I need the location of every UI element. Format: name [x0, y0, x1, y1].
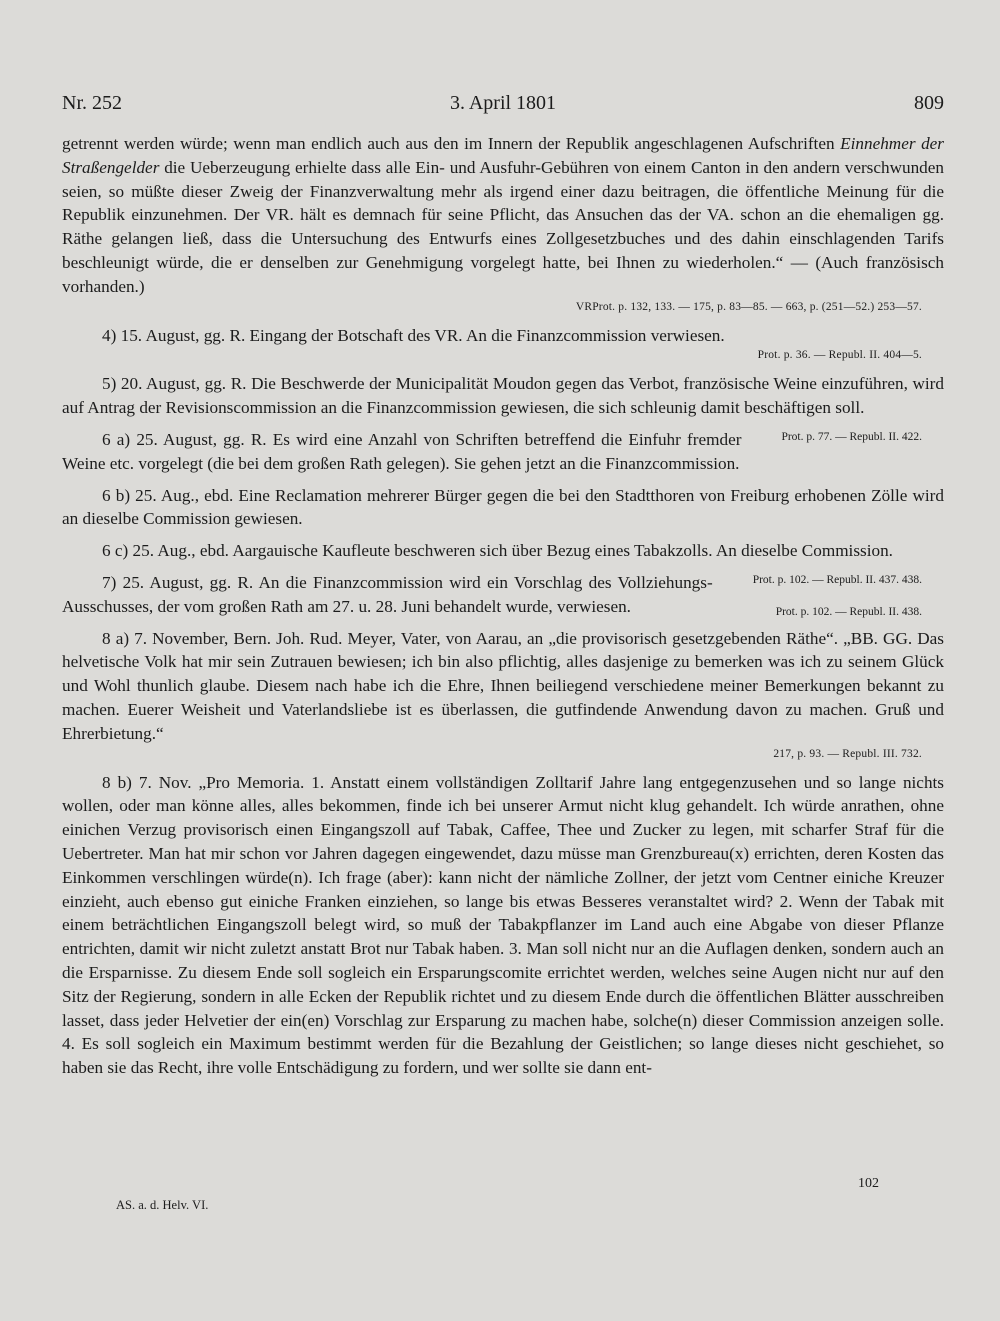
entry-6b: 6 b) 25. Aug., ebd. Eine Reclamation mehrerer Bürger gegen die bei den Stadtthoren von Freiburg erhobenen Zölle wird an dieselbe Commission gewiesen. — [62, 485, 944, 529]
intro-reference: VRProt. p. 132, 133. — 175, p. 83—85. — 663, p. (251—52.) 253—57. — [575, 300, 922, 313]
entry-5-reference: Prot. p. 77. — Republ. II. 422. — [781, 430, 922, 443]
document-number: Nr. 252 — [62, 92, 122, 114]
entry-6a: 6 a) 25. August, gg. R. Es wird eine Anzahl von Schriften betreffend die Einfuhr fremder Weine etc. vorgelegt (die bei dem großen Rath gelegen). Sie gehen jetzt an die Finanzcommission. — [62, 429, 742, 473]
intro-text-part2: die Ueberzeugung erhielte dass alle Ein- und Ausfuhr-Gebühren von einem Canton in den andern verschwunden seien, so müßte dieser Zweig der Finanzverwaltung mehr als irgend einer dazu beitragen, die öffentliche Meinung für die Republik einzunehmen. Der VR. hält es demnach für seine Pflicht, das Ansuchen das der VA. schon an die ehemaligen gg. Räthe gelangen ließ, dass die Untersuchung des Entwurfs eines Zollgesetzbuches und des dahin einschlagenden Tarifs beschleunigt würde, die er denselben zur Genehmigung vorgelegt hatte, bei Ihnen zu wiederholen.“ — (Auch französisch vorhanden.) — [62, 157, 944, 296]
document-date: 3. April 1801 — [449, 92, 557, 114]
entry-8a-reference: 217, p. 93. — Republ. III. 732. — [773, 747, 922, 760]
entry-6c-text: 6 c) 25. Aug., ebd. Aargauische Kaufleute beschweren sich über Bezug eines Tabakzolls. An dieselbe Commission. — [102, 541, 893, 561]
entry-8a: 8 a) 7. November, Bern. Joh. Rud. Meyer, Vater, von Aarau, an „die provisorisch gesetzgebenden Räthe“. „BB. GG. Das helvetische Volk hat mir sein Zutrauen bewiesen; ich bin also pflichtig, alles dasjenige zu bemerken was ich zu seinem Glück und Wohl thunlich glaube. Diesem nach habe ich die Ehre, Ihnen beiliegend verschiedene meiner Bemerkungen bekannt zu machen. Euerer Weisheit und Vaterlandsliebe ist es überlassen, die gutfindende Anwendung davon zu machen. Gruß und Ehrerbietung.“ — [62, 628, 944, 743]
entry-5 — [62, 372, 944, 443]
entry-6c-reference: Prot. p. 102. — Republ. II. 437. 438. — [752, 573, 922, 586]
page-header — [62, 92, 944, 122]
footer-source: AS. a. d. Helv. VI. — [116, 1198, 209, 1212]
entry-7-reference: Prot. p. 102. — Republ. II. 438. — [775, 605, 922, 618]
entry-6c — [62, 539, 944, 586]
signature-mark: 102 — [858, 1176, 879, 1191]
entry-5-text: 5) 20. August, gg. R. Die Beschwerde der Municipalität Moudon gegen das Verbot, französische Weine einzuführen, wird auf Antrag der Revisionscommission an die Finanzcommission gewiesen, die sich schleunig damit beschäftigen soll. — [62, 374, 944, 418]
page-body — [62, 132, 944, 1080]
intro-italic-phrase: Einnehmer der Straßengelder — [62, 134, 944, 177]
intro-paragraph — [62, 132, 944, 299]
entry-8b: 8 b) 7. Nov. „Pro Memoria. 1. Anstatt einem vollständigen Zolltarif Jahre lang entgegenzusehen und so lange nichts wollen, oder man könne alles, alles bekommen, finde ich bei unserer Armut nicht klug gehandelt. Ich würde anrathen, ohne einichen Verzug provisorisch einen Eingangszoll auf Tabak, Caffee, Thee und Zucker zu legen, mit scharfer Straf für die Uebertreter. Man hat mir schon vor Jahren dagegen eingewendet, dazu müsse man Grenzbureau(x) errichten, deren Kosten das Einkommen verschlingen würde(n). Ich frage (aber): kann nicht der nämliche Zollner, der jetzt vom Centner einiche Kreuzer einzieht, auch ebenso gut einiche Franken einziehen, so lange bis etwas Besseres veranstaltet wird? 2. Wenn der Tabak mit einem beträchtlichen Eingangszoll belegt wird, so muß der Tabakpflanzer im Land auch eine Abgabe von dieser Pflanze entrichten, damit wir nicht zuletzt anstatt Brot nur Tabak haben. 3. Man soll nicht nur an die Auflagen denken, sondern auch an die Ersparnisse. Zu diesem Ende soll sogleich ein Ersparungscomite errichtet werden, welches seine Augen nicht nur auf den Sitz der Regierung, sondern in alle Ecken der Republik richtet und zu diesem Ende durch die öffentlichen Blätter ausschreiben lasset, dass jeder Helvetier der ein(en) Vorschlag zur Ersparung zu machen habe, solche(n) dieser Commission anzeigen solle. 4. Es soll sogleich ein Maximum bestimmt werden für die Bezahlung der Geistlichen; so lange dieses nicht geschiehet, so haben sie das Recht, ihre volle Entschädigung zu fordern, und wer sollte sie dann ent- — [62, 772, 944, 1078]
entry-7-text: 7) 25. August, gg. R. An die Finanzcommission wird ein Vorschlag des Vollziehungs-Ausschusses, der vom großen Rath am 27. u. 28. Juni behandelt wurde, verwiesen. — [62, 572, 713, 616]
intro-text-part1: getrennt werden würde; wenn man endlich auch aus den im Innern der Republik angeschlagenen Aufschriften — [62, 134, 835, 153]
page-number: 809 — [914, 92, 944, 114]
entry-4-reference: Prot. p. 36. — Republ. II. 404—5. — [757, 349, 922, 362]
entry-4: 4) 15. August, gg. R. Eingang der Botschaft des VR. An die Finanzcommission verwiesen. — [102, 325, 725, 345]
